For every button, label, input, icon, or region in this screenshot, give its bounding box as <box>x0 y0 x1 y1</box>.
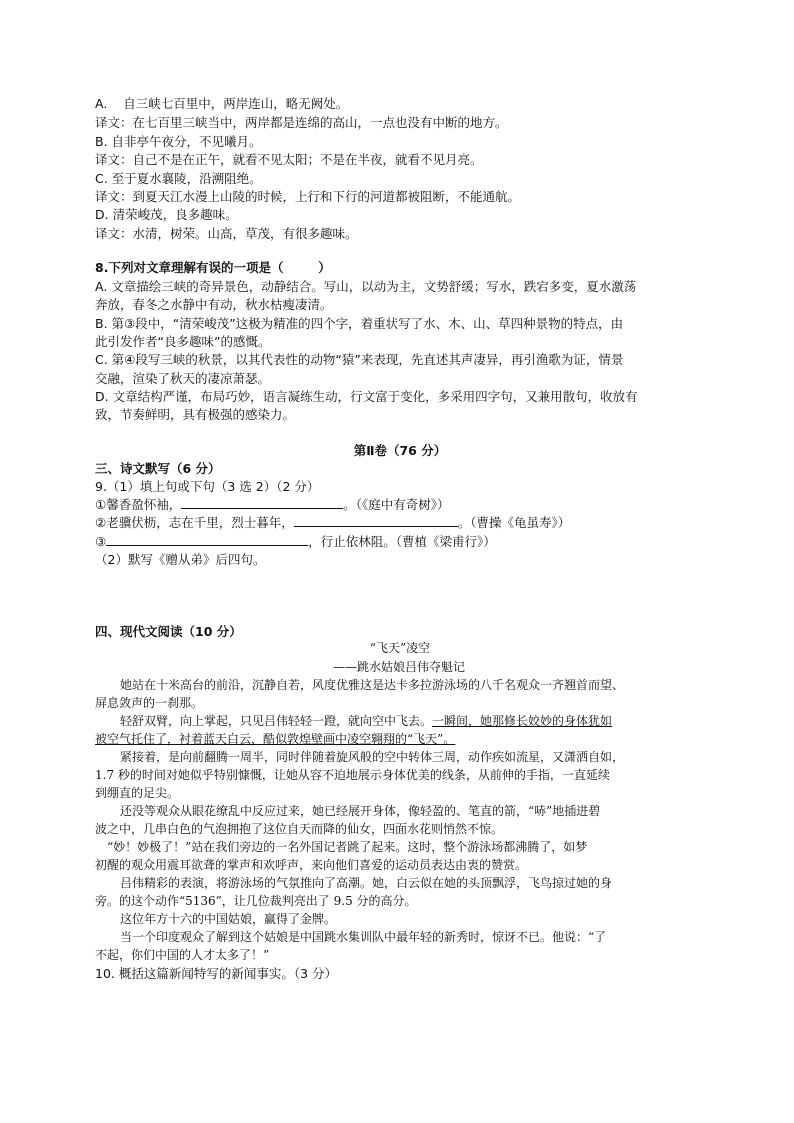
article-p8-line1: 当一个印度观众了解到这个姑娘是中国跳水集训队中最年轻的新秀时，惊讶不已。他说：“了 <box>120 930 607 944</box>
q9-item3: ③ ，行止依林阻。（曹植《梁甫行》） <box>95 534 496 549</box>
article-p5-line2: 初醒的观众用震耳欲聋的掌声和欢呼声，来向他们喜爱的运动员表达由衷的赞赏。 <box>95 858 528 872</box>
article-p6-line1: 吕伟精彩的表演，将游泳场的气氛推向了高潮。她，白云似在她的头顶飘浮，飞鸟掠过她的身 <box>120 876 613 890</box>
article-p3-line1: 紧接着，是向前翻腾一周半，同时伴随着旋风般的空中转体三周，动作疾如流星，又潇洒自如， <box>120 750 625 764</box>
q8-option-d-line1: D. 文章结构严谨，布局巧妙，语言凝练生动，行文富于变化，多采用四字句，又兼用散句，收放有 <box>95 389 638 404</box>
q7-option-b: B. 自非亭午夜分，不见曦月。 <box>95 134 262 149</box>
q8-option-a-line1: A. 文章描绘三峡的奇异景色，动静结合。写山，以动为主，文势舒缓；写水，跌宕多变，夏水激荡 <box>95 279 637 294</box>
article-subtitle: ——跳水姑娘吕伟夺魁记 <box>333 660 466 674</box>
q9-item2: ②老骥伏枥，志在千里，烈士暮年， 。（曹操《龟虽寿》） <box>95 515 571 530</box>
q7-option-c-translation: 译文：到夏天江水漫上山陵的时候，上行和下行的河道都被阻断，不能通航。 <box>95 189 521 204</box>
answer-blank-3[interactable] <box>106 533 308 546</box>
article-p1-line2: 屏息敛声的一刹那。 <box>95 696 204 710</box>
article-p6-line2: 旁。的这个动作“5136”，让几位裁判亮出了 9.5 分的高分。 <box>95 894 417 908</box>
article-p4-line2: 波之中，几串白色的气泡拥抱了这位自天而降的仙女，四面水花则悄然不惊。 <box>95 822 504 836</box>
q8-option-c-line2: 交融，渲染了秋天的凄凉萧瑟。 <box>95 371 271 386</box>
article-p3-line3: 到绷直的足尖。 <box>95 786 180 800</box>
q7-option-a: A. 自三峡七百里中，两岸连山，略无阙处。 <box>95 96 349 111</box>
q10-title: 10. 概括这篇新闻特写的新闻事实。（3 分） <box>95 966 338 981</box>
q8-option-b-line2: 此引发作者“良多趣味”的感慨。 <box>95 334 271 349</box>
q7-option-c: C. 至于夏水襄陵，沿溯阻绝。 <box>95 171 262 186</box>
q8-title: 8.下列对文章理解有误的一项是（ ） <box>95 260 331 275</box>
section4-title: 四、现代文阅读（10 分） <box>95 624 242 639</box>
q9-item1: ①馨香盈怀袖， 。（《庭中有奇树》） <box>95 497 450 512</box>
article-p2-line1: 轻舒双臂，向上掌起，只见吕伟轻轻一蹬，就向空中飞去。一瞬间，她那修长姣妙的身体犹如 <box>120 714 613 728</box>
answer-blank-2[interactable] <box>294 514 458 527</box>
article-p5-line1: “妙！妙极了！”站在我们旁边的一名外国记者跳了起来。这时，整个游泳场都沸腾了，如梦 <box>107 840 588 854</box>
q7-option-d: D. 清荣峻茂，良多趣味。 <box>95 207 238 222</box>
article-p7: 这位年方十六的中国姑娘，赢得了金牌。 <box>120 912 337 926</box>
q8-option-b-line1: B. 第③段中，“清荣峻茂”这极为精准的四个字，着重状写了水、木、山、草四种景物的特点，由 <box>95 316 624 331</box>
q9-instruction: 9.（1）填上句或下句（3 选 2）（2 分） <box>95 479 320 494</box>
part2-title: 第Ⅱ卷（76 分） <box>353 443 447 458</box>
q9-part2: （2）默写《赠从弟》后四句。 <box>95 552 266 567</box>
q8-option-a-line2: 奔放，春冬之水静中有动，秋水枯瘦凄清。 <box>95 297 333 312</box>
article-p3-line2: 1.7 秒的时间对她似乎特别慷慨，让她从容不迫地展示身体优美的线条，从前伸的手指，一直延续 <box>95 768 610 782</box>
section3-title: 三、诗文默写（6 分） <box>95 461 221 476</box>
q8-option-c-line1: C. 第④段写三峡的秋景，以其代表性的动物“猿”来表现，先直述其声凄异，再引渔歌为证，情景 <box>95 352 624 367</box>
answer-blank-1[interactable] <box>181 496 343 509</box>
article-p2-line2: 被空气托住了，衬着蓝天白云，酷似敦煌壁画中凌空翱翔的“飞天”。 <box>95 732 456 746</box>
q7-option-d-translation: 译文：水清，树荣。山高，草茂，有很多趣味。 <box>95 226 358 241</box>
article-p1-line1: 她站在十米高台的前沿，沉静自若，风度优雅这是达卡多拉游泳场的八千名观众一齐翘首而望、 <box>120 678 625 692</box>
article-title: “飞天”凌空 <box>369 641 431 655</box>
article-p8-line2: 不起，你们中国的人才太多了！” <box>95 948 270 962</box>
q7-option-a-translation: 译文：在七百里三峡当中，两岸都是连绵的高山，一点也没有中断的地方。 <box>95 115 508 130</box>
q7-option-b-translation: 译文：自己不是在正午，就看不见太阳；不是在半夜，就看不见月亮。 <box>95 152 483 167</box>
q8-option-d-line2: 致，节奏鲜明，具有极强的感染力。 <box>95 407 296 422</box>
article-p4-line1: 还没等观众从眼花缭乱中反应过来，她已经展开身体，像轻盈的、笔直的箭，“哧”地插进碧 <box>120 804 601 818</box>
